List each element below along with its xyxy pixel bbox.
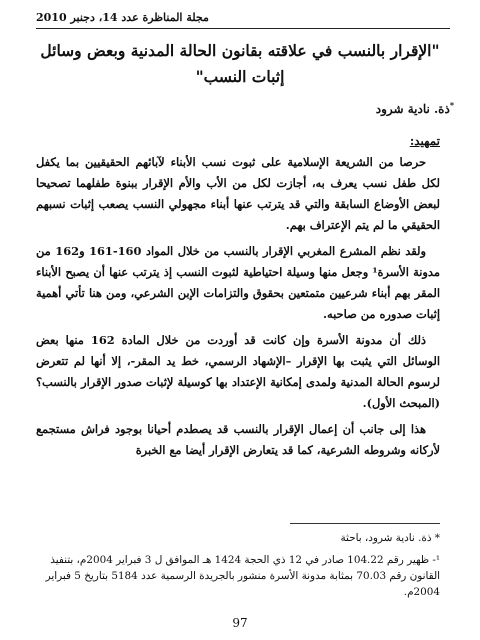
journal-title: مجلة المناظرة عدد 14، دجنبر 2010 [36, 11, 209, 24]
paragraph: ذلك أن مدونة الأسرة وإن كانت قد أوردت من خلال المادة 162 منها بعض الوسائل التي يثبت بها الإقرار –الإشهاد الرسمي، خط يد المقر-، إلا أنها لم تتعرض لرسوم الحالة المدنية ولمدى إمكانية الإعتداد بها كوسيلة لإثبات صدور الإقرار بالنسب؟ (المبحث الأول). [36, 333, 440, 410]
paragraph: ولقد نظم المشرع المغربي الإقرار بالنسب من خلال المواد 160-161 و162 من مدونة الأسرة¹ وجعل منها وسيلة احتياطية لثبوت النسب إذ يترتب عنها أن يصبح الأبناء المقر بهم أبناء شرعيين متمتعين بحقوق والتزامات الإبن الشرعي، ومن هنا تأتي أهمية إثبات صدوره من صاحبه. [36, 244, 440, 321]
author-name: ذة. نادية شرود [375, 102, 450, 116]
author-line [376, 100, 454, 116]
body-text [36, 152, 440, 466]
paragraph: حرصا من الشريعة الإسلامية على ثبوت نسب الأبناء لآبائهم الحقيقيين بما يكفل لكل طفل نسب يعرف به، أجازت لكل من الأب والأم الإقرار ببنوة طفلهما تصحيحا لبعض الأوضاع السابقة والتي قد يترتب عنها أبناء مجهولي النسب يصعب إثبات نسبهم الحقيقي ما لم يتم الإعتراف بهم. [36, 155, 440, 232]
footnote-author: * ذة. نادية شرود، باحثة [340, 532, 440, 544]
intro-heading: تمهيد: [409, 134, 440, 148]
page-number: 97 [232, 616, 248, 630]
footnote-1: ¹- ظهير رقم 104.22 صادر في 12 ذي الحجة 1424 هـ الموافق ل 3 فبراير 2004م، بتنفيذ القانون رقم 70.03 بمثابة مدونة الأسرة منشور بالجريدة الرسمية عدد 5184 بتاريخ 5 فبراير 2004م. [45, 554, 440, 598]
article-title: "الإقرار بالنسب في علاقته بقانون الحالة المدنية وبعض وسائل إثبات النسب" [40, 41, 440, 86]
author-footnote-mark: * [449, 100, 454, 110]
paragraph: هذا إلى جانب أن إعمال الإقرار بالنسب قد يصطدم أحيانا بوجود فراش مستجمع لأركانه وشروطه الشرعية، كما قد يتعارض الإقرار أيضا مع الخبرة [36, 422, 440, 457]
footnotes [36, 530, 440, 600]
footnote-divider [290, 523, 440, 524]
running-header [36, 8, 450, 29]
